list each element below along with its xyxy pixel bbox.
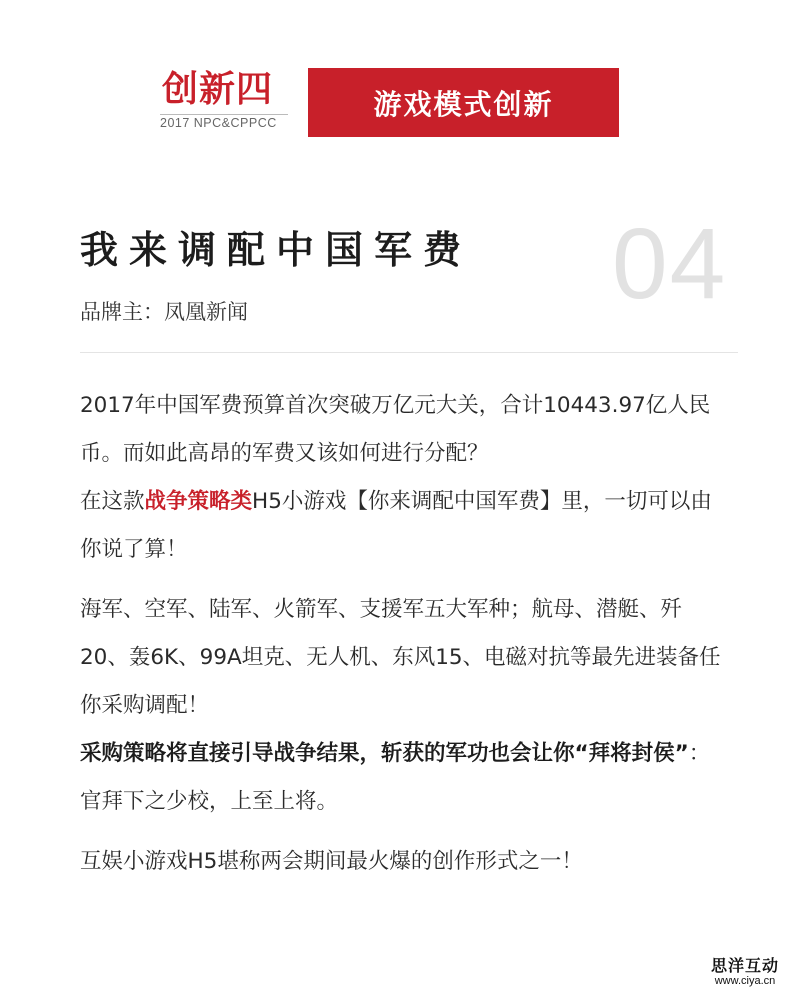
paragraph-game-intro xyxy=(80,478,730,574)
brand-owner: 品牌主：凤凰新闻 xyxy=(80,300,248,324)
article-title: 我来调配中国军费 xyxy=(80,228,473,272)
logo-subtitle: 2017 NPC&CPPCC xyxy=(160,116,277,130)
divider xyxy=(80,352,738,353)
game-genre-highlight: 战争策略类 xyxy=(144,489,253,514)
logo-title: 创新四 xyxy=(162,69,274,110)
strategy-bold-text: 采购策略将直接引导战争结果，斩获的军功也会让你“拜将封侯” xyxy=(80,741,689,766)
section-banner: 游戏模式创新 xyxy=(308,68,619,137)
article-number: 04 xyxy=(612,208,728,320)
intro-text-after: H5小游戏【你来调配中国军费】里，一切可以由你说了算！ xyxy=(80,489,712,562)
watermark-url: www.ciya.cn xyxy=(714,975,776,988)
logo-divider xyxy=(160,114,288,115)
article-body xyxy=(80,382,730,886)
logo xyxy=(160,68,290,140)
watermark xyxy=(695,956,795,988)
paragraph-budget: 2017年中国军费预算首次突破万亿元大关，合计10443.97亿人民币。而如此高昂的军费又该如何进行分配？ xyxy=(80,393,711,466)
strategy-text-after: ：官拜下之少校，上至上将。 xyxy=(80,741,711,814)
paragraph-equipment: 海军、空军、陆军、火箭军、支援军五大军种；航母、潜艇、歼20、轰6K、99A坦克、无人机、东风15、电磁对抗等最先进装备任你采购调配！ xyxy=(80,597,721,718)
watermark-name: 思洋互动 xyxy=(710,956,779,975)
paragraph-conclusion: 互娱小游戏H5堪称两会期间最火爆的创作形式之一！ xyxy=(80,849,583,874)
intro-text-before: 在这款 xyxy=(80,489,145,514)
paragraph-strategy xyxy=(80,730,730,826)
